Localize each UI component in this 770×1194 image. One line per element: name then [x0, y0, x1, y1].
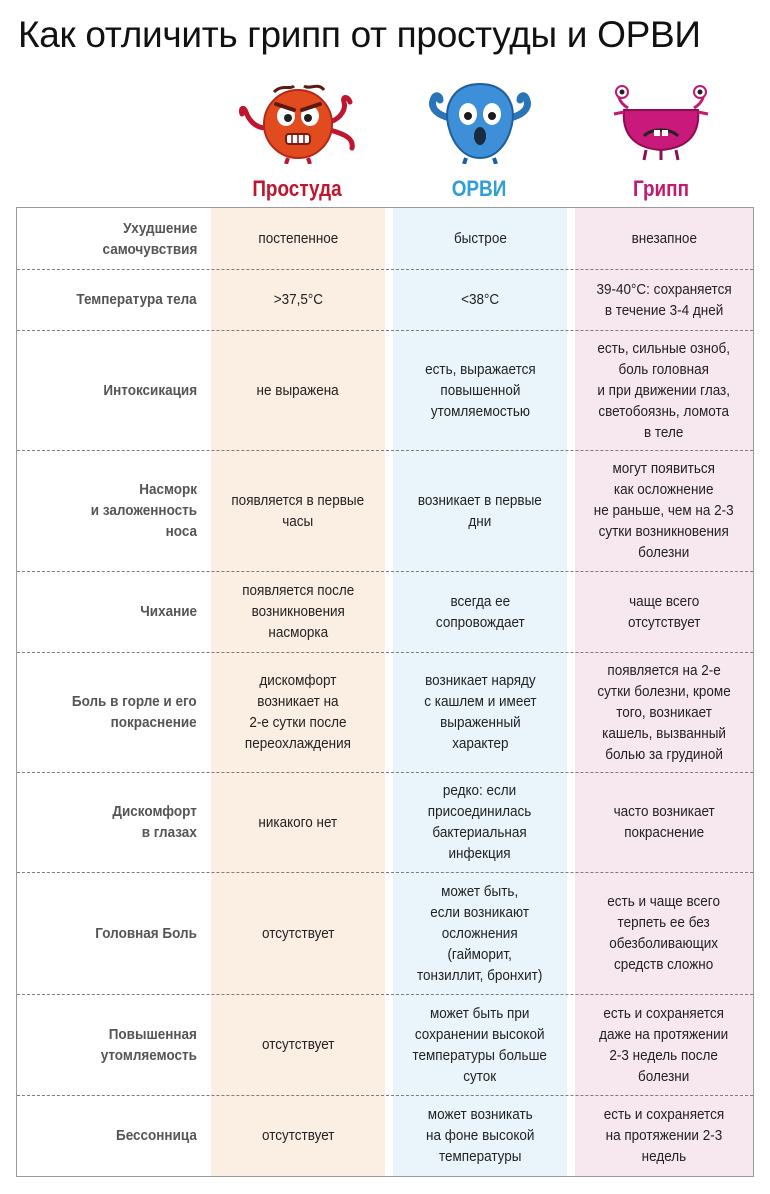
row-label: Дискомфорт в глазах: [112, 803, 197, 841]
cell-cold: появляется в первые часы: [231, 491, 365, 530]
cell-cold: отсутствует: [261, 1036, 335, 1053]
table-row: [17, 994, 753, 1096]
cell-cold: появляется после возникновения насморка: [241, 582, 355, 641]
cell-flu: есть и сохраняется даже на протяжении 2-3 недель после болезни: [599, 1004, 729, 1085]
cell-cold: отсутствует: [261, 924, 335, 942]
table-row: [17, 208, 753, 270]
cell-flu: часто возникает покраснение: [613, 803, 715, 841]
row-label: Насморк и заложенность носа: [90, 481, 197, 540]
cell-orvi: быстрое: [453, 230, 507, 247]
cell-orvi: возникает наряду с кашлем и имеет выраженный характер: [423, 672, 537, 752]
column-header-flu: Грипп: [632, 176, 690, 201]
row-label: Интоксикация: [103, 381, 197, 399]
cell-orvi: есть, выражается повышенной утомляемостью: [424, 360, 536, 420]
table-row: [17, 330, 753, 451]
comparison-table: [16, 207, 754, 1177]
table-row: [17, 772, 753, 873]
cell-cold: >37,5°С: [273, 291, 323, 308]
cell-flu: чаще всего отсутствует: [627, 592, 701, 631]
row-label: Головная Боль: [95, 924, 197, 942]
cell-flu: могут появиться как осложнение не раньше, чем на 2-3 сутки возникновения болезни: [594, 460, 734, 561]
row-label: Бессонница: [116, 1126, 197, 1144]
cell-orvi: возникает в первые дни: [418, 491, 542, 530]
row-label: Чихание: [140, 603, 197, 620]
cell-orvi: <38°С: [460, 291, 500, 308]
cell-cold: никакого нет: [258, 813, 338, 831]
column-header-cold: Простуда: [252, 176, 342, 201]
cell-flu: появляется на 2-е сутки болезни, кроме того, возникает кашель, вызванный болью за грудиной: [597, 661, 731, 763]
orvi-monster-icon: [420, 78, 540, 164]
table-row: [17, 1095, 753, 1175]
cell-flu: есть и чаще всего терпеть ее без обезболивающих средств сложно: [607, 893, 721, 973]
table-row: [17, 450, 753, 572]
cell-orvi: редко: если присоединилась бактериальная инфекция: [428, 782, 532, 862]
cold-monster-icon: [236, 78, 360, 164]
flu-monster-icon: [606, 80, 716, 164]
page-title: Как отличить грипп от простуды и ОРВИ: [18, 14, 701, 55]
cell-orvi: может быть при сохранении высокой температуры больше суток: [412, 1004, 548, 1085]
table-row: [17, 571, 753, 653]
cell-flu: 39-40°С: сохраняется в течение 3-4 дней: [596, 280, 732, 319]
cell-flu: есть, сильные озноб, боль головная и при движении глаз, светобоязнь, ломота в теле: [597, 339, 731, 441]
table-row: [17, 652, 753, 773]
cell-orvi: может быть, если возникают осложнения (гайморит, тонзиллит, бронхит): [417, 882, 543, 984]
column-header-orvi: ОРВИ: [451, 176, 507, 201]
cell-orvi: может возникать на фоне высокой температуры: [425, 1105, 535, 1165]
cell-cold: дискомфорт возникает на 2-е сутки после переохлаждения: [244, 672, 352, 752]
table-row: [17, 872, 753, 995]
cell-cold: не выражена: [256, 381, 340, 399]
row-label: Температура тела: [76, 291, 197, 308]
cell-cold: постепенное: [258, 230, 338, 247]
cell-flu: внезапное: [631, 230, 697, 247]
table-row: [17, 269, 753, 331]
row-label: Ухудшение самочувствия: [102, 219, 197, 258]
cell-flu: есть и сохраняется на протяжении 2-3 недель: [603, 1105, 725, 1165]
cell-orvi: всегда ее сопровождает: [435, 592, 525, 631]
row-label: Боль в горле и его покраснение: [72, 693, 197, 731]
cell-cold: отсутствует: [261, 1126, 335, 1144]
row-label: Повышенная утомляемость: [100, 1025, 197, 1064]
